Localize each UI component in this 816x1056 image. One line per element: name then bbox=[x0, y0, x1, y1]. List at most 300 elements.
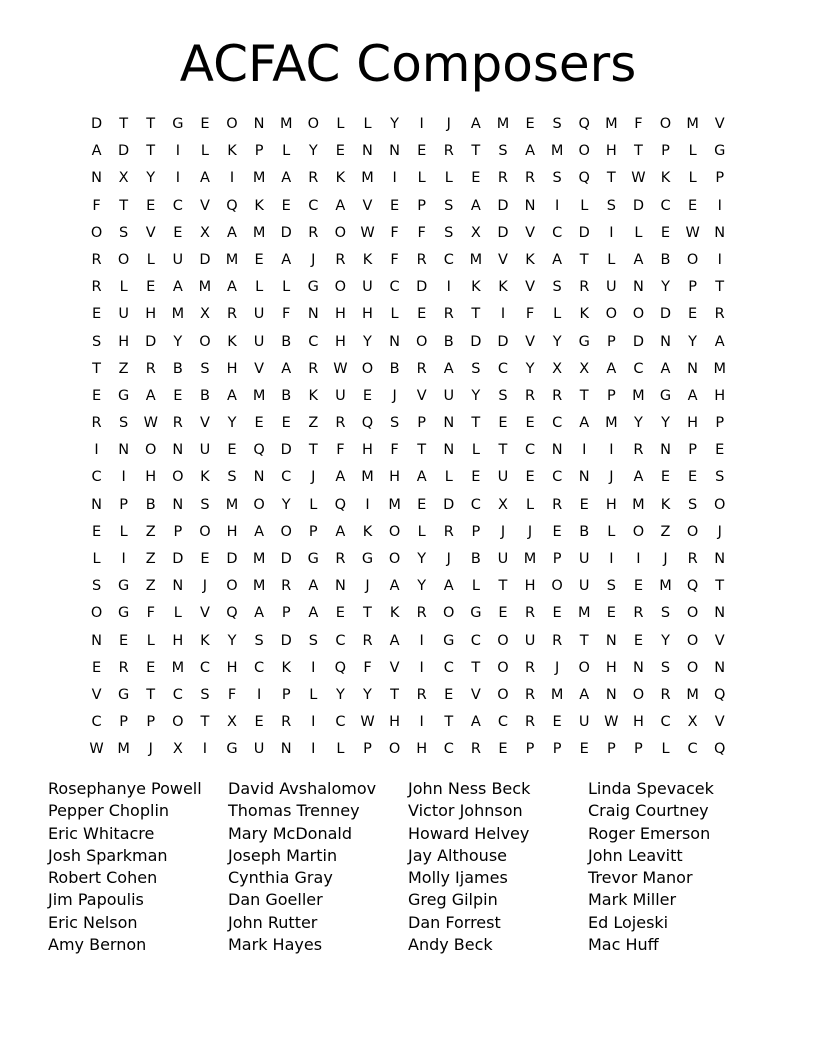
grid-letter[interactable]: E bbox=[498, 605, 508, 622]
grid-letter[interactable]: O bbox=[253, 496, 265, 513]
grid-letter[interactable]: D bbox=[497, 333, 509, 350]
grid-letter[interactable]: N bbox=[605, 632, 617, 649]
grid-letter[interactable]: R bbox=[497, 170, 508, 187]
grid-letter[interactable]: E bbox=[688, 469, 698, 486]
grid-letter[interactable]: F bbox=[417, 224, 426, 241]
grid-letter[interactable]: A bbox=[91, 143, 102, 160]
grid-letter[interactable]: E bbox=[173, 224, 183, 241]
grid-letter[interactable]: C bbox=[172, 686, 183, 703]
grid-letter[interactable]: Z bbox=[145, 523, 156, 540]
grid-letter[interactable]: T bbox=[606, 170, 616, 187]
grid-letter[interactable]: T bbox=[579, 387, 589, 404]
grid-letter[interactable]: T bbox=[633, 143, 643, 160]
grid-letter[interactable]: P bbox=[173, 523, 183, 540]
grid-letter[interactable]: E bbox=[525, 415, 535, 432]
grid-letter[interactable]: P bbox=[146, 714, 156, 731]
grid-letter[interactable]: P bbox=[471, 523, 481, 540]
grid-letter[interactable]: A bbox=[687, 387, 698, 404]
grid-letter[interactable]: D bbox=[632, 197, 644, 214]
grid-letter[interactable]: A bbox=[335, 523, 346, 540]
grid-letter[interactable]: N bbox=[91, 632, 102, 649]
grid-letter[interactable]: H bbox=[145, 306, 157, 323]
grid-letter[interactable]: D bbox=[497, 224, 509, 241]
grid-letter[interactable]: V bbox=[497, 251, 508, 268]
grid-letter[interactable]: Y bbox=[146, 170, 156, 187]
grid-letter[interactable]: H bbox=[118, 333, 130, 350]
grid-letter[interactable]: S bbox=[200, 496, 210, 513]
grid-letter[interactable]: E bbox=[119, 632, 129, 649]
grid-letter[interactable]: V bbox=[525, 333, 535, 350]
grid-letter[interactable]: T bbox=[579, 251, 589, 268]
grid-letter[interactable]: R bbox=[118, 659, 129, 676]
grid-letter[interactable]: C bbox=[335, 714, 346, 731]
grid-letter[interactable]: S bbox=[552, 170, 562, 187]
grid-letter[interactable]: R bbox=[416, 251, 427, 268]
grid-letter[interactable]: J bbox=[663, 551, 668, 567]
grid-letter[interactable]: M bbox=[198, 279, 212, 296]
grid-letter[interactable]: K bbox=[254, 197, 264, 214]
grid-letter[interactable]: V bbox=[714, 632, 725, 649]
grid-letter[interactable]: A bbox=[470, 714, 481, 731]
grid-letter[interactable]: G bbox=[578, 333, 590, 350]
grid-letter[interactable]: L bbox=[607, 523, 616, 540]
grid-letter[interactable]: A bbox=[443, 578, 454, 595]
grid-letter[interactable]: W bbox=[143, 415, 158, 432]
grid-letter[interactable]: M bbox=[252, 224, 266, 241]
grid-letter[interactable]: U bbox=[524, 632, 536, 649]
grid-letter[interactable]: S bbox=[444, 224, 454, 241]
grid-letter[interactable]: A bbox=[227, 387, 237, 404]
grid-letter[interactable]: R bbox=[443, 143, 454, 160]
grid-letter[interactable]: I bbox=[256, 686, 262, 703]
grid-letter[interactable]: D bbox=[470, 333, 482, 350]
grid-letter[interactable]: U bbox=[578, 714, 590, 731]
grid-letter[interactable]: R bbox=[91, 251, 102, 268]
grid-letter[interactable]: I bbox=[419, 714, 424, 731]
grid-letter[interactable]: C bbox=[172, 197, 183, 214]
grid-letter[interactable]: C bbox=[308, 197, 319, 214]
grid-letter[interactable]: S bbox=[91, 333, 102, 350]
grid-letter[interactable]: S bbox=[389, 415, 400, 432]
grid-letter[interactable]: N bbox=[714, 224, 726, 241]
grid-letter[interactable]: E bbox=[633, 578, 643, 595]
grid-letter[interactable]: Y bbox=[661, 632, 670, 649]
grid-letter[interactable]: J bbox=[202, 578, 208, 595]
grid-letter[interactable]: I bbox=[636, 551, 641, 567]
grid-letter[interactable]: P bbox=[634, 741, 643, 758]
grid-letter[interactable]: T bbox=[92, 360, 101, 377]
grid-letter[interactable]: E bbox=[633, 632, 643, 649]
grid-letter[interactable]: O bbox=[226, 578, 238, 595]
grid-letter[interactable]: K bbox=[227, 333, 237, 350]
grid-letter[interactable]: S bbox=[660, 605, 671, 622]
grid-letter[interactable]: A bbox=[416, 469, 427, 486]
grid-letter[interactable]: P bbox=[254, 143, 264, 160]
grid-letter[interactable]: I bbox=[121, 469, 126, 486]
grid-letter[interactable]: R bbox=[335, 551, 346, 567]
grid-letter[interactable]: H bbox=[416, 741, 428, 758]
grid-letter[interactable]: Q bbox=[686, 578, 699, 595]
grid-letter[interactable]: Q bbox=[578, 170, 590, 187]
grid-letter[interactable]: R bbox=[525, 170, 536, 187]
grid-letter[interactable]: P bbox=[661, 143, 670, 160]
grid-letter[interactable]: T bbox=[146, 116, 156, 132]
grid-letter[interactable]: E bbox=[146, 197, 156, 214]
grid-letter[interactable]: H bbox=[362, 306, 373, 323]
grid-letter[interactable]: R bbox=[525, 605, 536, 622]
grid-letter[interactable]: L bbox=[336, 116, 345, 132]
grid-letter[interactable]: G bbox=[361, 551, 374, 567]
grid-letter[interactable]: W bbox=[360, 224, 375, 241]
grid-letter[interactable]: U bbox=[253, 306, 265, 323]
grid-letter[interactable]: A bbox=[227, 224, 237, 241]
grid-letter[interactable]: M bbox=[605, 116, 618, 132]
grid-letter[interactable]: M bbox=[225, 251, 239, 268]
grid-letter[interactable]: S bbox=[200, 686, 210, 703]
grid-letter[interactable]: R bbox=[579, 279, 590, 296]
grid-letter[interactable]: A bbox=[470, 197, 481, 214]
grid-letter[interactable]: O bbox=[686, 523, 699, 540]
grid-letter[interactable]: R bbox=[525, 686, 536, 703]
grid-letter[interactable]: L bbox=[634, 224, 643, 241]
grid-letter[interactable]: E bbox=[335, 143, 345, 160]
grid-letter[interactable]: O bbox=[90, 605, 103, 622]
grid-letter[interactable]: G bbox=[226, 741, 238, 758]
grid-letter[interactable]: L bbox=[92, 551, 101, 567]
grid-letter[interactable]: J bbox=[609, 469, 614, 486]
grid-letter[interactable]: X bbox=[172, 741, 183, 758]
grid-letter[interactable]: P bbox=[119, 714, 129, 731]
grid-letter[interactable]: E bbox=[660, 224, 671, 241]
grid-letter[interactable]: W bbox=[360, 714, 375, 731]
grid-letter[interactable]: M bbox=[632, 387, 645, 404]
grid-letter[interactable]: B bbox=[281, 387, 292, 404]
grid-letter[interactable]: F bbox=[146, 605, 155, 622]
grid-letter[interactable]: S bbox=[606, 197, 616, 214]
grid-letter[interactable]: Y bbox=[281, 496, 291, 513]
grid-letter[interactable]: O bbox=[361, 360, 374, 377]
grid-letter[interactable]: L bbox=[688, 143, 697, 160]
grid-letter[interactable]: M bbox=[388, 496, 401, 513]
grid-letter[interactable]: Z bbox=[145, 551, 156, 567]
grid-letter[interactable]: F bbox=[92, 197, 101, 214]
grid-letter[interactable]: S bbox=[688, 496, 698, 513]
grid-letter[interactable]: O bbox=[388, 741, 401, 758]
grid-letter[interactable]: A bbox=[633, 251, 644, 268]
grid-letter[interactable]: N bbox=[578, 469, 590, 486]
grid-letter[interactable]: X bbox=[470, 224, 481, 241]
grid-letter[interactable]: B bbox=[470, 551, 481, 567]
grid-letter[interactable]: Z bbox=[308, 415, 319, 432]
grid-letter[interactable]: A bbox=[525, 143, 535, 160]
grid-letter[interactable]: T bbox=[471, 143, 481, 160]
grid-letter[interactable]: Y bbox=[363, 333, 372, 350]
grid-letter[interactable]: R bbox=[416, 686, 427, 703]
grid-letter[interactable]: V bbox=[199, 197, 210, 214]
grid-letter[interactable]: N bbox=[389, 333, 400, 350]
grid-letter[interactable]: P bbox=[308, 523, 318, 540]
grid-letter[interactable]: I bbox=[311, 714, 316, 731]
grid-letter[interactable]: T bbox=[363, 605, 372, 622]
grid-letter[interactable]: O bbox=[334, 224, 347, 241]
grid-letter[interactable]: N bbox=[253, 116, 265, 132]
grid-letter[interactable]: Z bbox=[145, 578, 156, 595]
grid-letter[interactable]: O bbox=[199, 523, 211, 540]
grid-letter[interactable]: O bbox=[632, 686, 645, 703]
grid-letter[interactable]: T bbox=[498, 578, 508, 595]
grid-letter[interactable]: V bbox=[416, 387, 427, 404]
grid-letter[interactable]: L bbox=[255, 279, 264, 296]
grid-letter[interactable]: I bbox=[202, 741, 208, 758]
grid-letter[interactable]: N bbox=[714, 605, 726, 622]
grid-letter[interactable]: Q bbox=[226, 197, 238, 214]
grid-letter[interactable]: L bbox=[200, 143, 209, 160]
grid-letter[interactable]: L bbox=[688, 170, 697, 187]
grid-letter[interactable]: U bbox=[497, 469, 509, 486]
grid-letter[interactable]: I bbox=[175, 143, 180, 160]
grid-letter[interactable]: K bbox=[362, 251, 373, 268]
grid-letter[interactable]: C bbox=[443, 251, 454, 268]
grid-letter[interactable]: I bbox=[500, 306, 506, 323]
grid-letter[interactable]: T bbox=[390, 686, 399, 703]
grid-letter[interactable]: I bbox=[94, 442, 99, 459]
grid-letter[interactable]: E bbox=[688, 306, 698, 323]
grid-letter[interactable]: L bbox=[607, 251, 616, 268]
grid-letter[interactable]: L bbox=[119, 523, 128, 540]
grid-letter[interactable]: K bbox=[281, 659, 291, 676]
grid-letter[interactable]: J bbox=[446, 116, 451, 132]
grid-letter[interactable]: O bbox=[686, 251, 699, 268]
grid-letter[interactable]: M bbox=[577, 605, 591, 622]
grid-letter[interactable]: P bbox=[606, 387, 616, 404]
grid-letter[interactable]: A bbox=[335, 197, 346, 214]
grid-letter[interactable]: Q bbox=[578, 116, 590, 132]
grid-letter[interactable]: H bbox=[605, 143, 617, 160]
grid-letter[interactable]: E bbox=[91, 523, 102, 540]
grid-letter[interactable]: U bbox=[118, 306, 129, 323]
grid-letter[interactable]: K bbox=[335, 170, 346, 187]
grid-letter[interactable]: A bbox=[308, 578, 319, 595]
grid-letter[interactable]: A bbox=[172, 279, 183, 296]
grid-letter[interactable]: L bbox=[471, 442, 480, 459]
grid-letter[interactable]: M bbox=[252, 170, 266, 187]
grid-letter[interactable]: S bbox=[308, 632, 318, 649]
grid-letter[interactable]: U bbox=[199, 442, 211, 459]
grid-letter[interactable]: E bbox=[227, 442, 237, 459]
grid-letter[interactable]: V bbox=[525, 224, 535, 241]
grid-letter[interactable]: M bbox=[686, 116, 699, 132]
grid-letter[interactable]: R bbox=[525, 714, 536, 731]
grid-letter[interactable]: C bbox=[552, 469, 563, 486]
grid-letter[interactable]: O bbox=[334, 279, 347, 296]
grid-letter[interactable]: L bbox=[309, 496, 318, 513]
grid-letter[interactable]: T bbox=[498, 442, 508, 459]
grid-letter[interactable]: O bbox=[497, 686, 509, 703]
grid-letter[interactable]: L bbox=[173, 605, 182, 622]
grid-letter[interactable]: N bbox=[118, 442, 130, 459]
grid-letter[interactable]: A bbox=[579, 686, 590, 703]
grid-letter[interactable]: N bbox=[91, 496, 102, 513]
grid-letter[interactable]: O bbox=[713, 496, 726, 513]
grid-letter[interactable]: I bbox=[311, 741, 316, 758]
grid-letter[interactable]: N bbox=[660, 333, 671, 350]
grid-letter[interactable]: L bbox=[471, 578, 480, 595]
grid-letter[interactable]: J bbox=[446, 551, 451, 567]
grid-letter[interactable]: E bbox=[552, 714, 562, 731]
grid-letter[interactable]: H bbox=[605, 496, 617, 513]
grid-letter[interactable]: H bbox=[334, 333, 346, 350]
grid-letter[interactable]: Y bbox=[688, 333, 698, 350]
grid-letter[interactable]: D bbox=[199, 251, 211, 268]
grid-letter[interactable]: D bbox=[226, 551, 238, 567]
grid-letter[interactable]: R bbox=[443, 523, 454, 540]
grid-letter[interactable]: O bbox=[280, 523, 292, 540]
grid-letter[interactable]: U bbox=[578, 578, 590, 595]
grid-letter[interactable]: C bbox=[199, 659, 210, 676]
grid-letter[interactable]: L bbox=[526, 496, 535, 513]
grid-letter[interactable]: S bbox=[552, 116, 562, 132]
grid-letter[interactable]: S bbox=[227, 469, 237, 486]
grid-letter[interactable]: D bbox=[632, 333, 644, 350]
grid-letter[interactable]: X bbox=[552, 360, 563, 377]
grid-letter[interactable]: R bbox=[552, 387, 563, 404]
grid-letter[interactable]: U bbox=[335, 387, 346, 404]
grid-letter[interactable]: P bbox=[119, 496, 129, 513]
grid-letter[interactable]: O bbox=[199, 333, 211, 350]
grid-letter[interactable]: I bbox=[419, 659, 424, 676]
grid-letter[interactable]: N bbox=[389, 143, 400, 160]
grid-letter[interactable]: I bbox=[311, 659, 316, 676]
grid-letter[interactable]: R bbox=[335, 415, 346, 432]
grid-letter[interactable]: E bbox=[525, 469, 535, 486]
grid-letter[interactable]: N bbox=[551, 442, 563, 459]
grid-letter[interactable]: X bbox=[199, 306, 210, 323]
grid-letter[interactable]: E bbox=[281, 197, 291, 214]
grid-letter[interactable]: N bbox=[632, 279, 644, 296]
grid-letter[interactable]: M bbox=[496, 116, 510, 132]
grid-letter[interactable]: V bbox=[714, 116, 725, 132]
grid-letter[interactable]: T bbox=[471, 415, 481, 432]
grid-letter[interactable]: F bbox=[282, 306, 291, 323]
grid-letter[interactable]: Y bbox=[227, 415, 237, 432]
grid-letter[interactable]: Y bbox=[390, 116, 399, 132]
grid-letter[interactable]: C bbox=[660, 197, 671, 214]
grid-letter[interactable]: A bbox=[281, 251, 292, 268]
grid-letter[interactable]: G bbox=[118, 686, 130, 703]
grid-letter[interactable]: O bbox=[90, 224, 103, 241]
grid-letter[interactable]: E bbox=[417, 143, 427, 160]
grid-letter[interactable]: W bbox=[604, 714, 619, 731]
grid-letter[interactable]: O bbox=[632, 306, 645, 323]
grid-letter[interactable]: T bbox=[715, 578, 725, 595]
grid-letter[interactable]: C bbox=[443, 741, 454, 758]
grid-letter[interactable]: K bbox=[389, 605, 400, 622]
grid-letter[interactable]: C bbox=[470, 632, 481, 649]
grid-letter[interactable]: G bbox=[307, 551, 319, 567]
grid-letter[interactable]: R bbox=[416, 605, 427, 622]
grid-letter[interactable]: V bbox=[525, 279, 535, 296]
grid-letter[interactable]: O bbox=[307, 116, 319, 132]
grid-letter[interactable]: K bbox=[660, 496, 671, 513]
grid-letter[interactable]: S bbox=[660, 659, 671, 676]
grid-letter[interactable]: G bbox=[172, 116, 184, 132]
grid-letter[interactable]: E bbox=[91, 387, 102, 404]
grid-letter[interactable]: D bbox=[659, 306, 672, 323]
grid-letter[interactable]: U bbox=[443, 387, 455, 404]
grid-letter[interactable]: L bbox=[119, 279, 128, 296]
grid-letter[interactable]: O bbox=[388, 551, 401, 567]
grid-letter[interactable]: E bbox=[498, 741, 508, 758]
grid-letter[interactable]: S bbox=[471, 360, 481, 377]
grid-letter[interactable]: E bbox=[173, 387, 183, 404]
grid-letter[interactable]: N bbox=[714, 659, 726, 676]
grid-letter[interactable]: S bbox=[498, 387, 508, 404]
grid-letter[interactable]: Y bbox=[417, 551, 427, 567]
grid-letter[interactable]: R bbox=[552, 632, 563, 649]
grid-letter[interactable]: H bbox=[226, 360, 238, 377]
grid-letter[interactable]: L bbox=[146, 251, 155, 268]
grid-letter[interactable]: T bbox=[579, 632, 589, 649]
grid-letter[interactable]: A bbox=[335, 469, 346, 486]
grid-letter[interactable]: L bbox=[417, 523, 426, 540]
grid-letter[interactable]: C bbox=[552, 415, 563, 432]
grid-letter[interactable]: S bbox=[254, 632, 264, 649]
grid-letter[interactable]: X bbox=[687, 714, 698, 731]
grid-letter[interactable]: G bbox=[659, 387, 672, 404]
grid-letter[interactable]: A bbox=[470, 116, 481, 132]
grid-letter[interactable]: E bbox=[91, 659, 102, 676]
grid-letter[interactable]: T bbox=[200, 714, 210, 731]
grid-letter[interactable]: R bbox=[281, 578, 292, 595]
grid-letter[interactable]: G bbox=[307, 279, 319, 296]
grid-letter[interactable]: T bbox=[715, 279, 725, 296]
grid-letter[interactable]: O bbox=[172, 469, 184, 486]
grid-letter[interactable]: R bbox=[308, 360, 319, 377]
grid-letter[interactable]: L bbox=[390, 306, 399, 323]
grid-letter[interactable]: M bbox=[361, 170, 374, 187]
grid-letter[interactable]: V bbox=[145, 224, 156, 241]
grid-letter[interactable]: D bbox=[172, 551, 184, 567]
grid-letter[interactable]: R bbox=[308, 170, 319, 187]
grid-letter[interactable]: M bbox=[171, 306, 185, 323]
grid-letter[interactable]: M bbox=[713, 360, 726, 377]
grid-letter[interactable]: I bbox=[419, 632, 424, 649]
grid-letter[interactable]: Q bbox=[713, 741, 726, 758]
grid-letter[interactable]: H bbox=[714, 387, 726, 404]
grid-letter[interactable]: H bbox=[334, 306, 346, 323]
grid-letter[interactable]: Q bbox=[361, 415, 374, 432]
grid-letter[interactable]: M bbox=[361, 469, 374, 486]
grid-letter[interactable]: A bbox=[308, 605, 319, 622]
grid-letter[interactable]: R bbox=[172, 415, 183, 432]
grid-letter[interactable]: P bbox=[552, 741, 562, 758]
grid-letter[interactable]: E bbox=[498, 415, 508, 432]
grid-letter[interactable]: T bbox=[119, 197, 129, 214]
grid-letter[interactable]: J bbox=[311, 469, 316, 486]
grid-letter[interactable]: P bbox=[525, 741, 535, 758]
grid-letter[interactable]: C bbox=[389, 279, 400, 296]
grid-letter[interactable]: P bbox=[688, 442, 697, 459]
grid-letter[interactable]: X bbox=[497, 496, 508, 513]
grid-letter[interactable]: X bbox=[579, 360, 590, 377]
grid-letter[interactable]: B bbox=[443, 333, 454, 350]
grid-letter[interactable]: F bbox=[390, 251, 399, 268]
grid-letter[interactable]: H bbox=[226, 659, 238, 676]
grid-letter[interactable]: I bbox=[582, 442, 587, 459]
grid-letter[interactable]: T bbox=[308, 442, 318, 459]
grid-letter[interactable]: K bbox=[660, 170, 671, 187]
grid-letter[interactable]: V bbox=[470, 686, 481, 703]
